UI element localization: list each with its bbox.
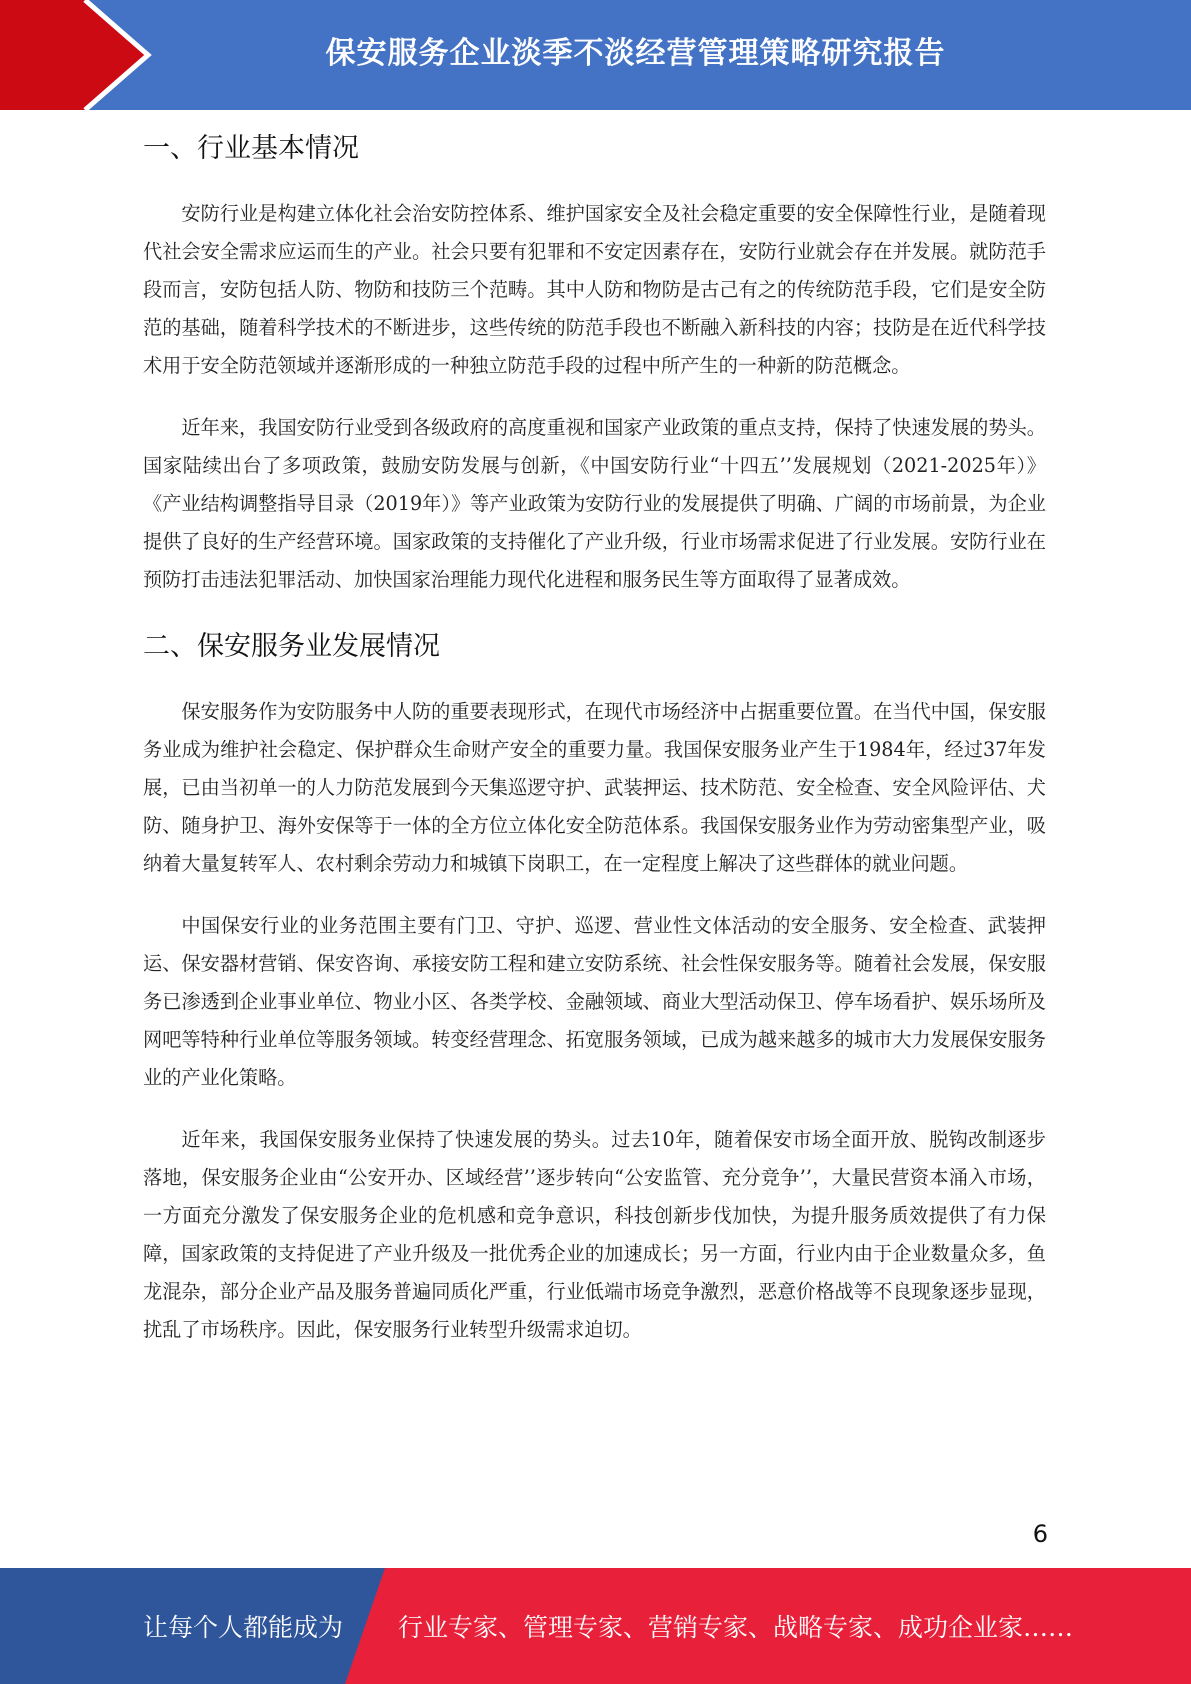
page-number: 6 [1032,1520,1048,1548]
paragraph: 近年来，我国保安服务业保持了快速发展的势头。过去10年，随着保安市场全面开放、脱钩改制逐步落地，保安服务企业由“公安开办、区域经营’’逐步转向“公安监管、充分竞争’’，大量民营资本涌入市场，一方面充分激发了保安服务企业的危机感和竞争意识，科技创新步伐加快，为提升服务质效提供了有力保障，国家政策的支持促进了产业升级及一批优秀企业的加速成长；另一方面，行业内由于企业数量众多，鱼龙混杂，部分企业产品及服务普遍同质化严重，行业低端市场竞争激烈，恶意价格战等不良现象逐步显现，扰乱了市场秩序。因此，保安服务行业转型升级需求迫切。 [143,1128,1046,1341]
paragraph: 安防行业是构建立体化社会治安防控体系、维护国家安全及社会稳定重要的安全保障性行业，是随着现代社会安全需求应运而生的产业。社会只要有犯罪和不安定因素存在，安防行业就会存在并发展。就防范手段而言，安防包括人防、物防和技防三个范畴。其中人防和物防是古己有之的传统防范手段，它们是安全防范的基础，随着科学技术的不断进步，这些传统的防范手段也不断融入新科技的内容；技防是在近代科学技术用于安全防范领域并逐渐形成的一种独立防范手段的过程中所产生的一种新的防范概念。 [143,202,1046,377]
footer-banner [0,1568,1191,1684]
footer-slogan-left: 让每个人都能成为 [143,1613,344,1642]
document-title: 保安服务企业淡季不淡经营管理策略研究报告 [325,36,946,71]
section-heading-industry: 一、行业基本情况 [143,133,359,164]
section-heading-security-service: 二、保安服务业发展情况 [143,631,440,662]
footer-slogan-right: 行业专家、管理专家、营销专家、战略专家、成功企业家…… [398,1613,1074,1642]
document-body [143,125,1046,1373]
header-banner [0,0,1191,110]
paragraph: 中国保安行业的业务范围主要有门卫、守护、巡逻、营业性文体活动的安全服务、安全检查、武装押运、保安器材营销、保安咨询、承接安防工程和建立安防系统、社会性保安服务等。随着社会发展，保安服务已渗透到企业事业单位、物业小区、各类学校、金融领域、商业大型活动保卫、停车场看护、娱乐场所及网吧等特种行业单位等服务领域。转变经营理念、拓宽服务领域，已成为越来越多的城市大力发展保安服务业的产业化策略。 [143,914,1046,1089]
paragraph: 保安服务作为安防服务中人防的重要表现形式，在现代市场经济中占据重要位置。在当代中国，保安服务业成为维护社会稳定、保护群众生命财产安全的重要力量。我国保安服务业产生于1984年，经过37年发展，已由当初单一的人力防范发展到今天集巡逻守护、武装押运、技术防范、安全检查、安全风险评估、犬防、随身护卫、海外安保等于一体的全方位立体化安全防范体系。我国保安服务业作为劳动密集型产业，吸纳着大量复转军人、农村剩余劳动力和城镇下岗职工，在一定程度上解决了这些群体的就业问题。 [143,700,1046,875]
paragraph: 近年来，我国安防行业受到各级政府的高度重视和国家产业政策的重点支持，保持了快速发展的势头。国家陆续出台了多项政策，鼓励安防发展与创新，《中国安防行业“十四五’’发展规划（2021-2025年）》《产业结构调整指导目录（2019年）》等产业政策为安防行业的发展提供了明确、广阔的市场前景，为企业提供了良好的生产经营环境。国家政策的支持催化了产业升级，行业市场需求促进了行业发展。安防行业在预防打击违法犯罪活动、加快国家治理能力现代化进程和服务民生等方面取得了显著成效。 [143,416,1046,591]
